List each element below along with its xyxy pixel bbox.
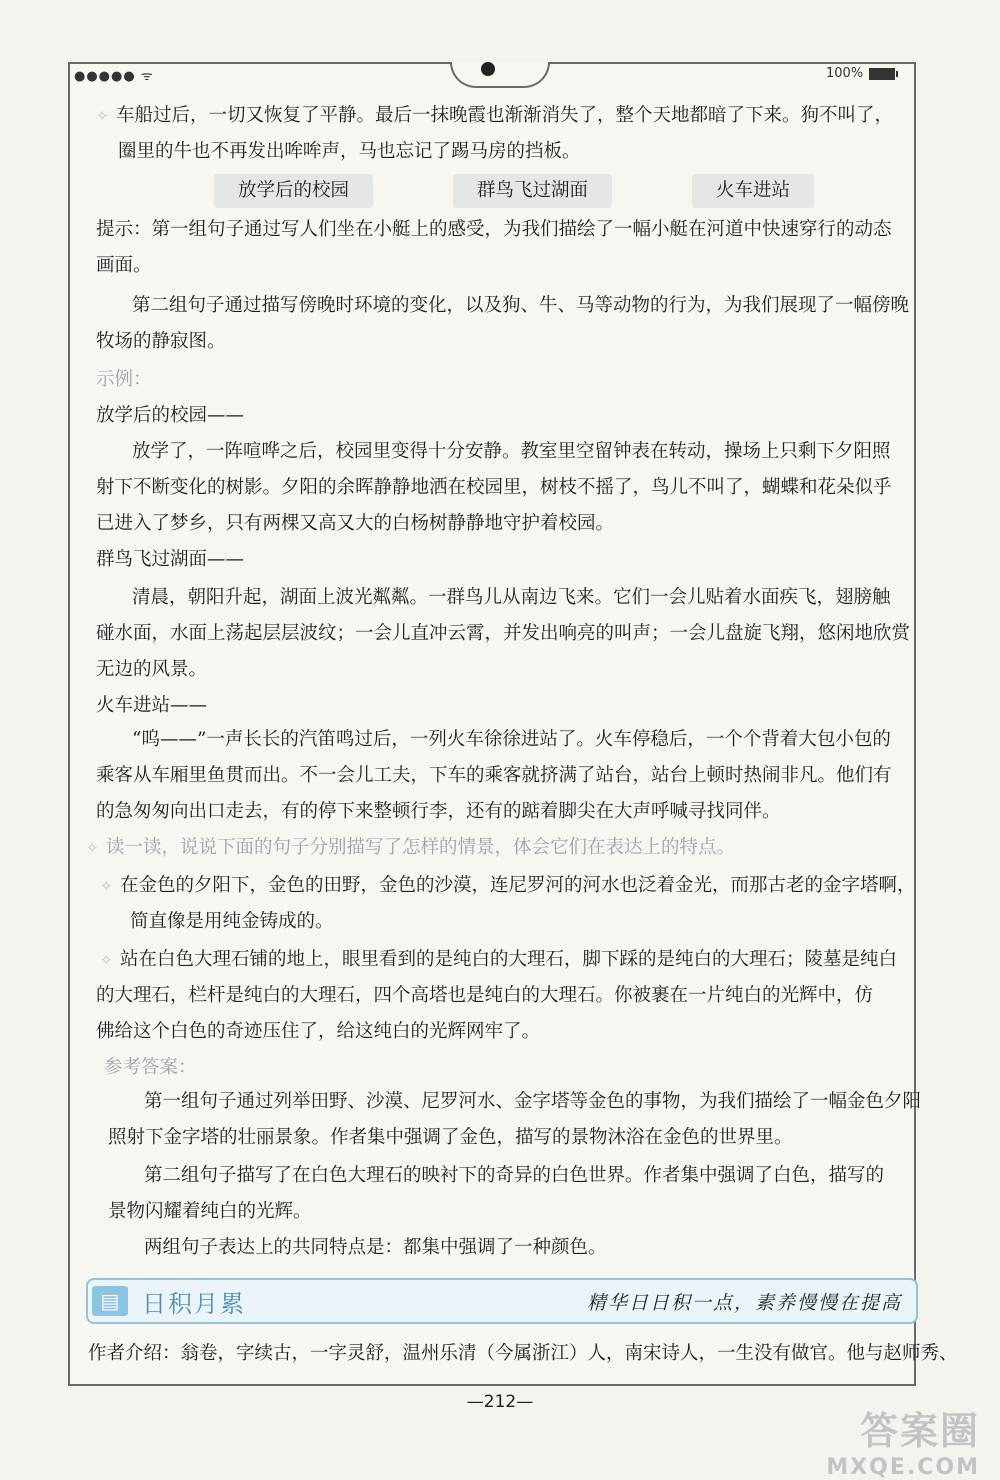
text-line: 牧场的静寂图。 (96, 331, 226, 352)
text-line: 第二组句子通过描写傍晚时环境的变化，以及狗、牛、马等动物的行为，为我们展现了一幅傍晚 (132, 295, 910, 316)
text-line: 第二组句子描写了在白色大理石的映衬下的奇异的白色世界。作者集中强调了白色，描写的 (144, 1165, 885, 1186)
frame-top-edge-right (538, 62, 914, 64)
text-line: “呜——”一声长长的汽笛鸣过后，一列火车徐徐进站了。火车停稳后，一个个背着大包小包的 (132, 729, 891, 750)
text-line: 乘客从车厢里鱼贯而出。不一会儿工夫，下车的乘客就挤满了站台，站台上顿时热闹非凡。他们有 (96, 765, 892, 786)
watermark-line1: 答案圈 (859, 1409, 980, 1453)
text-line: 画面。 (96, 255, 152, 276)
text-line: 示例： (96, 369, 152, 390)
text-line: ✧ 站在白色大理石铺的地上，眼里看到的是纯白的大理石，脚下踩的是纯白的大理石；陵墓是纯白 (100, 942, 897, 978)
battery-icon (869, 68, 895, 80)
text-line: 圈里的牛也不再发出哞哞声，马也忘记了踢马房的挡板。 (118, 141, 581, 162)
text-line: 的大理石，栏杆是纯白的大理石，四个高塔也是纯白的大理石。你被裹在一片纯白的光辉中，仿 (96, 985, 874, 1006)
section-heading: 群鸟飞过湖面—— (96, 549, 245, 570)
text-line: 清晨，朝阳升起，湖面上波光粼粼。一群鸟儿从南边飞来。它们一会儿贴着水面疾飞，翅膀触 (132, 587, 891, 608)
battery-status (826, 66, 895, 81)
watermark-line2: MXQE.COM (826, 1455, 980, 1480)
option-campus: 放学后的校园 (214, 174, 373, 208)
exercise-prompt: ✧ 读一读，说说下面的句子分别描写了怎样的情景，体会它们在表达上的特点。 (86, 830, 735, 866)
option-birds: 群鸟飞过湖面 (453, 174, 612, 208)
frame-notch (450, 62, 550, 88)
option-train: 火车进站 (692, 174, 814, 208)
page-number: —212— (466, 1392, 534, 1412)
bullet-icon: ✧ (86, 839, 99, 857)
bullet-icon: ✧ (96, 107, 109, 125)
text-line: 简直像是用纯金铸成的。 (130, 911, 334, 932)
text-line: ✧ 在金色的夕阳下，金色的田野，金色的沙漠，连尼罗河的河水也泛着金光，而那古老的金字塔啊， (100, 868, 916, 904)
text-line: 作者介绍：翁卷，字续古，一字灵舒，温州乐清（今属浙江）人，南宋诗人，一生没有做官。他与赵师秀、 (88, 1343, 958, 1364)
text-line: 提示：第一组句子通过写人们坐在小艇上的感受，为我们描绘了一幅小艇在河道中快速穿行的动态 (96, 219, 892, 240)
signal-icon: ●●●●● ᯤ (74, 69, 154, 84)
bullet-icon: ✧ (100, 877, 113, 895)
section-heading: 放学后的校园—— (96, 405, 245, 426)
text-line: 照射下金字塔的壮丽景象。作者集中强调了金色，描写的景物沐浴在金色的世界里。 (108, 1127, 793, 1148)
banner-slogan: 精华日日积一点，素养慢慢在提高 (586, 1291, 902, 1314)
daily-accumulation-banner (86, 1278, 918, 1324)
answer-label: 参考答案： (104, 1057, 197, 1078)
battery-percent: 100% (826, 66, 864, 81)
section-heading: 火车进站—— (96, 695, 208, 716)
text-line: 放学了，一阵喧哗之后，校园里变得十分安静。教室里空留钟表在转动，操场上只剩下夕阳照 (132, 441, 891, 462)
text-line: 碰水面，水面上荡起层层波纹；一会儿直冲云霄，并发出响亮的叫声；一会儿盘旋飞翔，悠闲地欣赏 (96, 623, 911, 644)
banner-title: 日积月累 (142, 1289, 246, 1318)
text-line: 已进入了梦乡，只有两棵又高又大的白杨树静静地守护着校园。 (96, 513, 615, 534)
text-line: ✧ 车船过后，一切又恢复了平静。最后一抹晚霞也渐渐消失了，整个天地都暗了下来。狗不叫了， (96, 98, 893, 134)
camera-dot-icon (481, 62, 495, 76)
text-line: 无边的风景。 (96, 659, 208, 680)
text-line: 的急匆匆向出口走去，有的停下来整顿行李，还有的踮着脚尖在大声呼喊寻找同伴。 (96, 801, 781, 822)
bullet-icon: ✧ (100, 951, 113, 969)
text-line: 射下不断变化的树影。夕阳的余晖静静地洒在校园里，树枝不摇了，鸟儿不叫了，蝴蝶和花朵似乎 (96, 477, 892, 498)
text-line: 景物闪耀着纯白的光辉。 (108, 1201, 312, 1222)
frame-top-edge-left (68, 62, 458, 64)
text-line: 第一组句子通过列举田野、沙漠、尼罗河水、金字塔等金色的事物，为我们描绘了一幅金色夕阳 (144, 1091, 922, 1112)
text-line: 两组句子表达上的共同特点是：都集中强调了一种颜色。 (144, 1237, 607, 1258)
book-icon: ▤ (92, 1286, 128, 1316)
banner-left (88, 1284, 246, 1319)
text-line: 佛给这个白色的奇迹压住了，给这纯白的光辉网牢了。 (96, 1021, 541, 1042)
watermark (826, 1400, 980, 1480)
option-list (214, 174, 814, 208)
